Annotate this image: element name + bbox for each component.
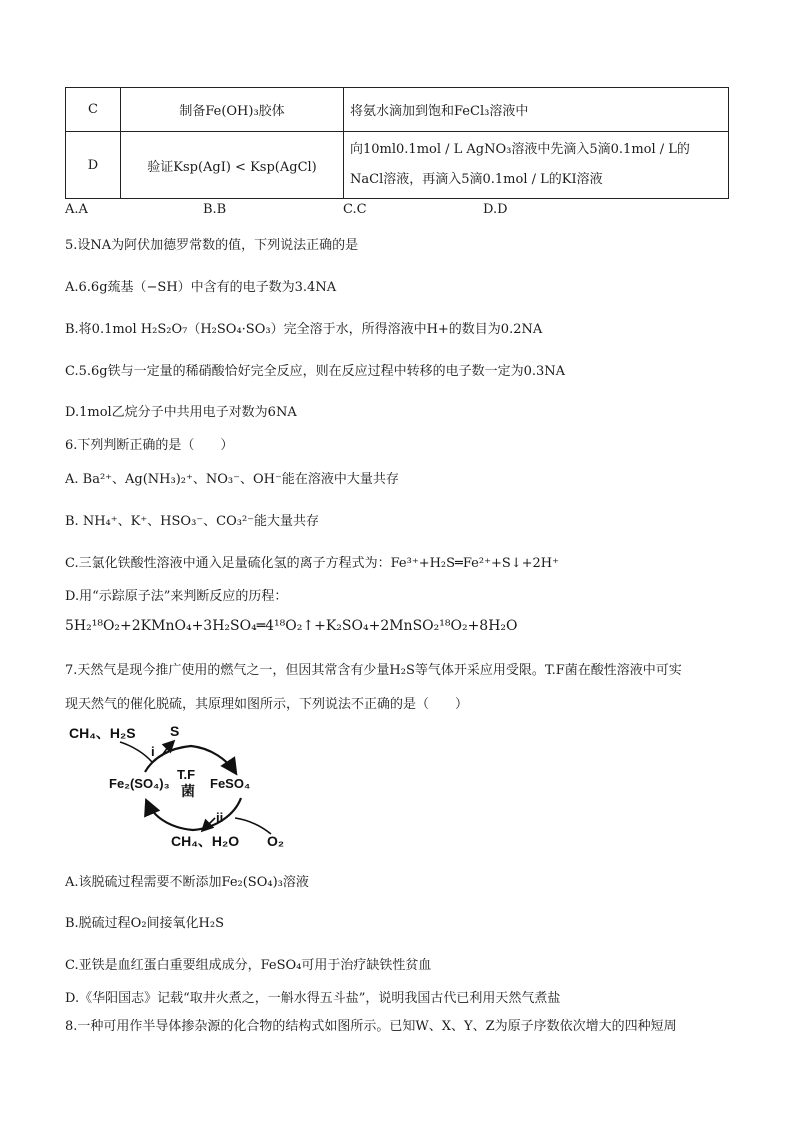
arrow-step-ii-left bbox=[147, 798, 241, 830]
purpose-cell: 验证Ksp(AgI) < Ksp(AgCl) bbox=[121, 132, 344, 199]
q5-option-d: D.1mol乙烷分子中共用电子对数为6NA bbox=[65, 405, 297, 420]
q7-option-a: A.该脱硫过程需要不断添加Fe₂(SO₄)₃溶液 bbox=[65, 875, 309, 890]
choice-c: C.C bbox=[343, 202, 367, 217]
q5-option-a: A.6.6g巯基（−SH）中含有的电子数为3.4NA bbox=[65, 280, 337, 295]
q5-option-b: B.将0.1mol H₂S₂O₇（H₂SO₄·SO₃）完全溶于水，所得溶液中H+的数目为0.2NA bbox=[65, 322, 543, 337]
arrow-ch4-h2s-input bbox=[120, 742, 152, 762]
arrow-s-output bbox=[162, 742, 173, 756]
q7-option-c: C.亚铁是血红蛋白重要组成成分，FeSO₄可用于治疗缺铁性贫血 bbox=[65, 958, 432, 973]
table-row bbox=[66, 132, 729, 199]
choice-d: D.D bbox=[483, 202, 508, 217]
q8-stem: 8.一种可用作半导体掺杂源的化合物的结构式如图所示。已知W、X、Y、Z为原子序数依次增大的四种短周 bbox=[65, 1019, 677, 1034]
label-s: S bbox=[170, 723, 180, 739]
q6-stem: 6.下列判断正确的是（ ） bbox=[65, 438, 234, 453]
label-ch4-h2o: CH₄、H₂O bbox=[171, 833, 240, 849]
method-cell: 将氨水滴加到饱和FeCl₃溶液中 bbox=[344, 88, 729, 132]
label-fe2so43: Fe₂(SO₄)₃ bbox=[109, 776, 170, 791]
label-bacteria: 菌 bbox=[181, 783, 195, 799]
method-line: NaCl溶液，再滴入5滴0.1mol / L的KI溶液 bbox=[350, 172, 603, 187]
option-cell: D bbox=[66, 132, 121, 199]
label-step-i: i bbox=[151, 744, 155, 759]
label-tf: T.F bbox=[177, 767, 196, 782]
purpose-cell: 制备Fe(OH)₃胶体 bbox=[121, 88, 344, 132]
q7-option-b: B.脱硫过程O₂间接氧化H₂S bbox=[65, 916, 225, 931]
option-cell: C bbox=[66, 88, 121, 132]
q7-option-d: D.《华阳国志》记载“取井火煮之，一斛水得五斗盐”，说明我国古代已利用天然气煮盐 bbox=[65, 991, 561, 1006]
q6-option-c: C.三氯化铁酸性溶液中通入足量硫化氢的离子方程式为：Fe³⁺+H₂S═Fe²⁺+S↓+2H⁺ bbox=[65, 556, 559, 571]
experiment-table bbox=[65, 87, 729, 199]
choice-b: B.B bbox=[203, 202, 227, 217]
choice-a: A.A bbox=[65, 202, 88, 217]
q7-stem-line2: 现天然气的催化脱硫，其原理如图所示，下列说法不正确的是（ ） bbox=[65, 697, 469, 712]
method-cell bbox=[344, 132, 729, 199]
table-row bbox=[66, 88, 729, 132]
desulfurization-cycle-diagram bbox=[65, 718, 305, 858]
label-step-ii: ii bbox=[216, 810, 224, 825]
q6-option-d: D.用“示踪原子法”来判断反应的历程： bbox=[65, 589, 288, 604]
label-o2: O₂ bbox=[267, 833, 285, 849]
arrow-o2-input bbox=[235, 818, 271, 834]
q6-option-b: B. NH₄⁺、K⁺、HSO₃⁻、CO₃²⁻能大量共存 bbox=[65, 514, 320, 529]
q5-stem: 5.设NA为阿伏加德罗常数的值，下列说法正确的是 bbox=[65, 238, 359, 253]
label-feso4: FeSO₄ bbox=[210, 776, 251, 791]
q5-option-c: C.5.6g铁与一定量的稀硝酸恰好完全反应，则在反应过程中转移的电子数一定为0.3NA bbox=[65, 364, 566, 379]
q6-tracer-equation: 5H₂¹⁸O₂+2KMnO₄+3H₂SO₄═4¹⁸O₂↑+K₂SO₄+2MnSO₂¹⁸O₂+8H₂O bbox=[65, 618, 518, 634]
method-line: 向10ml0.1mol / L AgNO₃溶液中先滴入5滴0.1mol / L的 bbox=[350, 142, 690, 157]
q6-option-a: A. Ba²⁺、Ag(NH₃)₂⁺、NO₃⁻、OH⁻能在溶液中大量共存 bbox=[65, 472, 399, 487]
label-ch4-h2s: CH₄、H₂S bbox=[69, 725, 136, 741]
q7-stem-line1: 7.天然气是现今推广使用的燃气之一，但因其常含有少量H₂S等气体开采应用受限。T.F菌在酸性溶液中可实 bbox=[65, 663, 682, 678]
